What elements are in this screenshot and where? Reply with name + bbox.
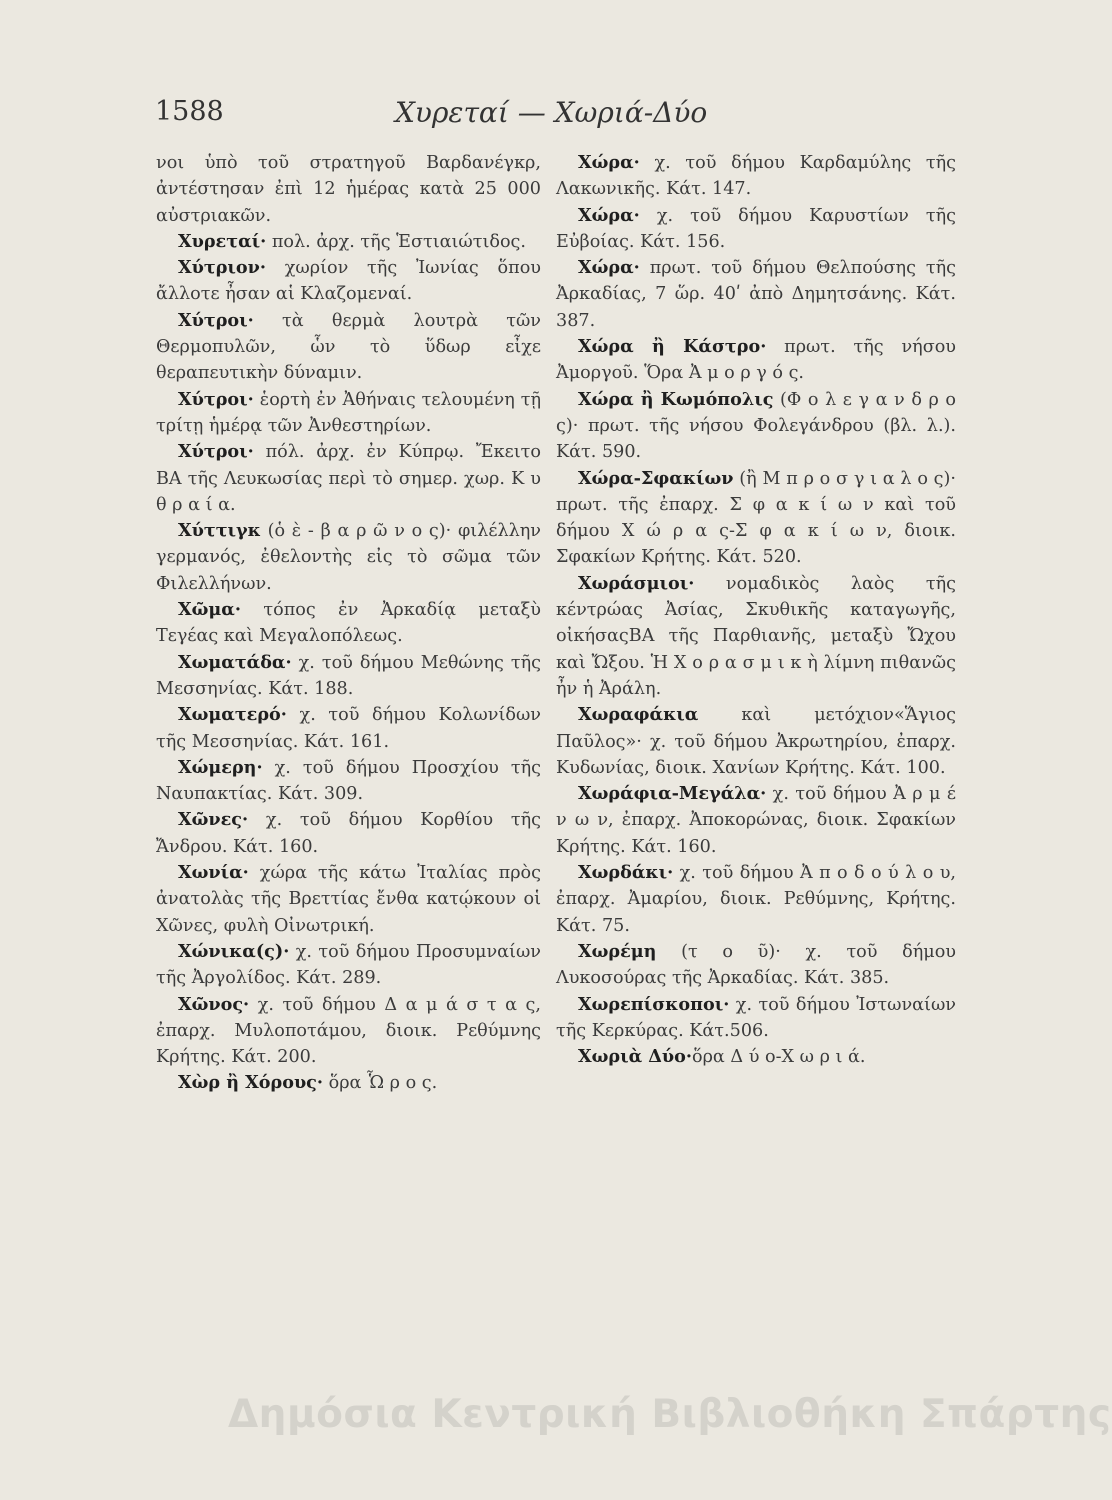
entry-text: πόλ. ἀρχ. ἐν Κύπρῳ. Ἔκειτο ΒΑ τῆς Λευκωσίας περὶ τὸ σημερ. χωρ. Κ υ θ ρ α ί α.	[156, 442, 541, 515]
dictionary-entry	[156, 992, 541, 1071]
entry-headword: Χωρεπίσκοποι·	[578, 993, 730, 1015]
dictionary-entry	[156, 387, 541, 440]
dictionary-entry	[556, 203, 956, 256]
dictionary-entry	[156, 939, 541, 992]
entry-headword: Χωριὰ Δύο·	[578, 1046, 692, 1068]
entry-text: ὅρα Ὧ ρ ο ς.	[323, 1073, 438, 1094]
entry-text: χ. τοῦ δήμου Προσυμναίων τῆς Ἀργολίδος. Κάτ. 289.	[156, 941, 541, 989]
left-column	[156, 150, 541, 1097]
dictionary-entry	[556, 1044, 956, 1070]
entry-text: πρωτ. τοῦ δήμου Θελπούσης τῆς Ἀρκαδίας, 7 ὥρ. 40ʹ ἀπὸ Δημητσάνης. Κάτ. 387.	[556, 258, 956, 331]
right-column	[556, 150, 956, 1070]
entry-headword: Χώνικα(ς)·	[178, 940, 290, 962]
page-header	[155, 96, 845, 136]
entry-headword: Χώρα·	[578, 152, 640, 173]
dictionary-entry	[556, 702, 956, 781]
entry-text: (ὁ ὲ - β α ρ ῶ ν ο ς)· φιλέλλην γερμανός, ἐθελοντὴς εἰς τὸ σῶμα τῶν Φιλελλήνων.	[156, 521, 541, 594]
entry-headword: Χώμερη·	[178, 756, 263, 778]
entry-text: χ. τοῦ δήμου Καρυστίων τῆς Εὐβοίας. Κάτ. 156.	[556, 205, 956, 252]
dictionary-entry	[156, 308, 541, 387]
entry-text: χ. τοῦ δήμου Προσχίου τῆς Ναυπακτίας. Κάτ. 309.	[156, 757, 541, 805]
entry-headword: Χῶνος·	[178, 993, 250, 1015]
entry-headword: Χύτροι·	[178, 441, 254, 463]
entry-text: τὰ θερμὰ λουτρὰ τῶν Θερμοπυλῶν, ὧν τὸ ὕδωρ εἶχε θεραπευτικὴν δύναμιν.	[156, 310, 541, 384]
entry-text: ἑορτὴ ἐν Ἀθήναις τελουμένη τῇ τρίτῃ ἡμέρᾳ τῶν Ἀνθεστηρίων.	[156, 389, 541, 436]
dictionary-entry	[556, 150, 956, 203]
entry-headword: Χώρα·	[578, 257, 640, 279]
entry-headword: Χῶνες·	[178, 809, 249, 831]
library-watermark: Δημόσια Κεντρική Βιβλιοθήκη Σπάρτης	[228, 1392, 1112, 1437]
dictionary-entry	[556, 781, 956, 860]
entry-headword: Χύτροι·	[178, 309, 254, 331]
entry-text: χ. τοῦ δήμου Καρδαμύλης τῆς Λακωνικῆς. Κάτ. 147.	[556, 153, 956, 200]
entry-headword: Χωματάδα·	[178, 651, 292, 673]
page-number: 1588	[155, 96, 224, 127]
entry-headword: Χὼρ ἢ Χόρους·	[178, 1072, 324, 1094]
entry-text: χ. τοῦ δήμου Κολωνίδων τῆς Μεσσηνίας. Κάτ. 161.	[156, 705, 541, 752]
dictionary-entry	[156, 518, 541, 597]
entry-headword: Χωματερό·	[178, 704, 287, 726]
entry-headword: Χυρεταί·	[178, 230, 267, 252]
entry-headword: Χωρέμη	[578, 940, 657, 962]
entry-text: χ. τοῦ δήμου Μεθώνης τῆς Μεσσηνίας. Κάτ. 188.	[156, 652, 541, 699]
dictionary-entry	[156, 229, 541, 255]
dictionary-entry	[156, 597, 541, 650]
entry-text: τόπος ἐν Ἀρκαδίᾳ μεταξὺ Τεγέας καὶ Μεγαλοπόλεως.	[156, 600, 541, 647]
dictionary-entry	[156, 755, 541, 808]
entry-text: χ. τοῦ δήμου Ἀ π ο δ ο ύ λ ο υ, ἐπαρχ. Ἀμαρίου, διοικ. Ρεθύμνης, Κρήτης. Κάτ. 75.	[556, 863, 956, 936]
dictionary-entry	[156, 255, 541, 308]
entry-text: (ἢ Μ π ρ ο σ γ ι α λ ο ς)· πρωτ. τῆς ἐπαρχ. Σ φ α κ ί ω ν καὶ τοῦ δήμου Χ ώ ρ α ς-Σ φ α κ ί ω ν, διοικ. Σφακίων Κρήτης. Κάτ. 520.	[556, 468, 956, 568]
dictionary-entry	[556, 939, 956, 992]
entry-headword: Χωνία·	[178, 862, 249, 884]
running-head: Χυρεταί — Χωριά-Δύο	[395, 96, 708, 129]
dictionary-entry	[156, 702, 541, 755]
dictionary-entry	[556, 860, 956, 939]
entry-headword: Χώρα·	[578, 204, 640, 226]
dictionary-entry	[156, 439, 541, 518]
entry-headword: Χῶμα·	[178, 599, 241, 621]
entry-headword: Χωραφάκια	[578, 704, 699, 726]
dictionary-entry	[156, 807, 541, 860]
dictionary-entry	[556, 466, 956, 571]
entry-headword: Χύττιγκ	[178, 520, 261, 542]
entry-headword: Χώρα-Σφακίων	[578, 467, 734, 489]
entry-text: νομαδικὸς λαὸς τῆς κέντρώας Ἀσίας, Σκυθικῆς καταγωγῆς, οἰκήσαςΒΑ τῆς Παρθιανῆς, μεταξὺ Ὤχου καὶ Ὤξου. Ἡ Χ ο ρ α σ μ ι κ ὴ λίμνη πιθανῶς ἦν ἡ Ἀράλη.	[556, 573, 956, 699]
entry-text: πολ. ἀρχ. τῆς Ἑστιαιώτιδος.	[266, 231, 526, 252]
dictionary-entry	[556, 387, 956, 466]
entry-text: χ. τοῦ δήμου Δ α μ ά σ τ α ς, ἐπαρχ. Μυλοποτάμου, διοικ. Ρεθύμνης Κρήτης. Κάτ. 200.	[156, 994, 541, 1068]
entry-headword: Χώρα ἢ Κωμόπολις	[578, 388, 774, 410]
dictionary-entry	[156, 150, 541, 229]
entry-headword: Χώρα ἢ Κάστρο·	[578, 336, 767, 358]
entry-headword: Χωρδάκι·	[578, 862, 674, 884]
dictionary-entry	[156, 650, 541, 703]
entry-headword: Χωράσμιοι·	[578, 572, 695, 594]
entry-headword: Χύτριον·	[178, 257, 266, 279]
entry-text: (τ ο ῦ)· χ. τοῦ δήμου Λυκοσούρας τῆς Ἀρκαδίας. Κάτ. 385.	[556, 941, 956, 989]
entry-text: χ. τοῦ δήμου Κορθίου τῆς Ἄνδρου. Κάτ. 160.	[156, 810, 541, 857]
entry-text: χ. τοῦ δήμου Ἰστωναίων τῆς Κερκύρας. Κάτ.506.	[556, 994, 956, 1041]
entry-headword: Χύτροι·	[178, 388, 254, 410]
dictionary-entry	[556, 992, 956, 1045]
entry-text: χώρα τῆς κάτω Ἰταλίας πρὸς ἀνατολὰς τῆς Βρεττίας ἔνθα κατῴκουν οἱ Χῶνες, φυλὴ Οἰνωτρική.	[156, 863, 541, 936]
entry-text: (Φ ο λ ε γ α ν δ ρ ο ς)· πρωτ. τῆς νήσου Φολεγάνδρου (βλ. λ.). Κάτ. 590.	[556, 389, 956, 463]
dictionary-entry	[156, 860, 541, 939]
entry-text: πρωτ. τῆς νήσου Ἀμοργοῦ. Ὅρα Ἀ μ ο ρ γ ό ς.	[556, 337, 956, 384]
entry-text: χωρίον τῆς Ἰωνίας ὅπου ἄλλοτε ἦσαν αἱ Κλαζομεναί.	[156, 258, 541, 305]
entry-text: νοι ὑπὸ τοῦ στρατηγοῦ Βαρδανέγκρ, ἀντέστησαν ἐπὶ 12 ἡμέρας κατὰ 25 000 αὐστριακῶν.	[156, 153, 541, 226]
entry-text: χ. τοῦ δήμου Ἀ ρ μ έ ν ω ν, ἐπαρχ. Ἀποκορώνας, διοικ. Σφακίων Κρήτης. Κάτ. 160.	[556, 784, 956, 857]
dictionary-entry	[156, 1070, 541, 1096]
dictionary-entry	[556, 255, 956, 334]
dictionary-entry	[556, 334, 956, 387]
entry-text: ὅρα Δ ύ ο-Χ ω ρ ι ά.	[692, 1047, 866, 1068]
entry-headword: Χωράφια-Μεγάλα·	[578, 783, 767, 805]
entry-text: καὶ μετόχιον«Ἅγιος Παῦλος»· χ. τοῦ δήμου Ἀκρωτηρίου, ἐπαρχ. Κυδωνίας, διοικ. Χανίων Κρήτης. Κάτ. 100.	[556, 705, 956, 778]
dictionary-entry	[556, 571, 956, 702]
